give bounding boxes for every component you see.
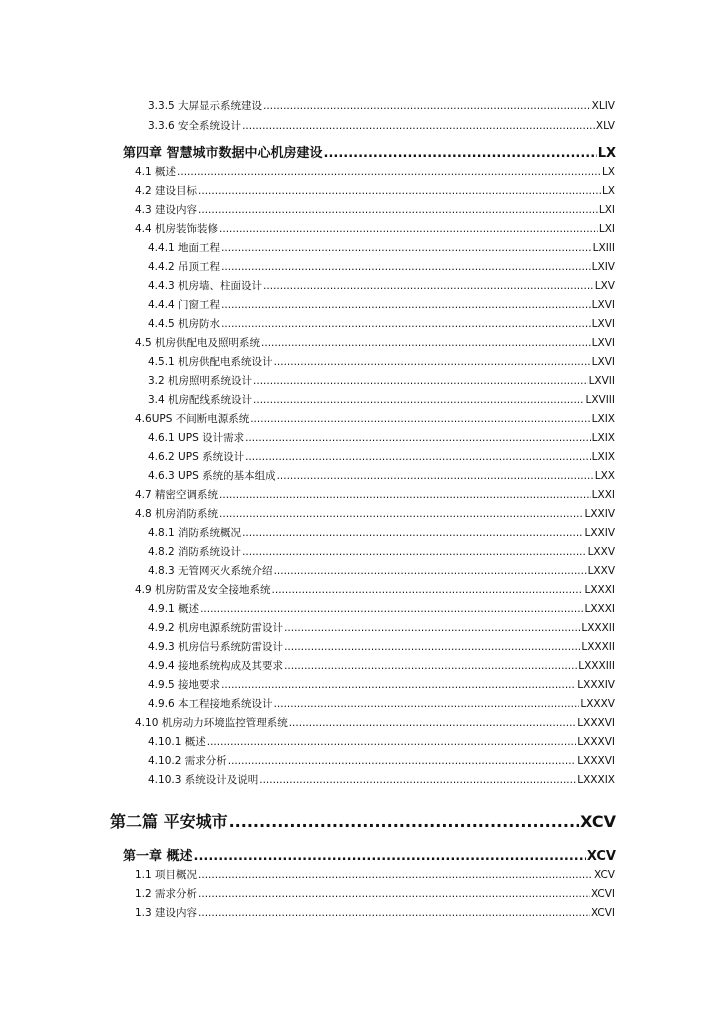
toc-entry-title: 第二篇 平安城市 bbox=[110, 812, 228, 831]
toc-dot-leader bbox=[253, 393, 584, 408]
toc-page-number: LXXXVI bbox=[577, 717, 615, 729]
toc-dot-leader bbox=[221, 678, 576, 693]
toc-entry-title: 4.6.3 UPS 系统的基本组成 bbox=[148, 470, 276, 482]
toc-dot-leader bbox=[259, 773, 576, 788]
toc-entry[interactable] bbox=[148, 450, 615, 465]
toc-entry-title: 4.9.6 本工程接地系统设计 bbox=[148, 698, 273, 710]
toc-dot-leader bbox=[261, 336, 591, 351]
toc-page-number: LXIX bbox=[591, 451, 615, 463]
toc-dot-leader bbox=[198, 887, 590, 902]
toc-entry[interactable] bbox=[123, 145, 616, 163]
toc-entry-title: 1.2 需求分析 bbox=[135, 888, 198, 900]
toc-dot-leader bbox=[177, 165, 601, 180]
toc-entry-title: 4.4.1 地面工程 bbox=[148, 242, 221, 254]
toc-dot-leader bbox=[221, 260, 591, 275]
toc-entry[interactable] bbox=[148, 374, 615, 389]
toc-page-number: LXVI bbox=[591, 356, 615, 368]
toc-dot-leader bbox=[272, 583, 584, 598]
toc-dot-leader bbox=[284, 659, 577, 674]
toc-dot-leader bbox=[263, 99, 591, 114]
toc-page-number: LX bbox=[601, 185, 615, 197]
toc-dot-leader bbox=[242, 526, 583, 541]
toc-entry[interactable] bbox=[135, 906, 615, 921]
toc-page-number: LXXXII bbox=[581, 622, 615, 634]
toc-page-number: LXXV bbox=[587, 546, 615, 558]
toc-page-number: XLIV bbox=[591, 100, 615, 112]
toc-dot-leader bbox=[221, 298, 591, 313]
toc-entry[interactable] bbox=[135, 716, 615, 731]
toc-entry-title: 第一章 概述 bbox=[123, 849, 193, 864]
toc-entry[interactable] bbox=[148, 279, 615, 294]
toc-entry-title: 4.10.1 概述 bbox=[148, 736, 206, 748]
toc-entry[interactable] bbox=[148, 697, 615, 712]
toc-entry[interactable] bbox=[135, 203, 615, 218]
toc-page-number: LXVIII bbox=[585, 394, 615, 406]
toc-entry-title: 4.9.4 接地系统构成及其要求 bbox=[148, 660, 284, 672]
toc-entry[interactable] bbox=[148, 260, 615, 275]
toc-entry-title: 4.8.3 无管网灭火系统介绍 bbox=[148, 565, 273, 577]
toc-dot-leader bbox=[263, 279, 594, 294]
toc-dot-leader bbox=[245, 431, 591, 446]
toc-page-number: LXIX bbox=[591, 413, 615, 425]
toc-page-number: LXXV bbox=[587, 565, 615, 577]
toc-page-number: LXXXII bbox=[581, 641, 615, 653]
toc-page-number: XCV bbox=[594, 869, 615, 881]
toc-entry-title: 4.4.5 机房防水 bbox=[148, 318, 221, 330]
toc-page-number: LXXXIII bbox=[578, 660, 615, 672]
toc-dot-leader bbox=[274, 697, 580, 712]
toc-dot-leader bbox=[277, 469, 594, 484]
toc-entry[interactable] bbox=[148, 241, 615, 256]
toc-entry[interactable] bbox=[148, 754, 615, 769]
toc-entry-title: 1.3 建设内容 bbox=[135, 907, 198, 919]
toc-page-number: LXXXIV bbox=[577, 679, 615, 691]
toc-entry[interactable] bbox=[148, 317, 615, 332]
toc-page-number: XCVI bbox=[590, 907, 615, 919]
toc-entry[interactable] bbox=[135, 507, 615, 522]
toc-page-number: LXVII bbox=[588, 375, 615, 387]
toc-entry[interactable] bbox=[148, 119, 615, 134]
toc-entry[interactable] bbox=[148, 773, 615, 788]
toc-entry-title: 3.2 机房照明系统设计 bbox=[148, 375, 253, 387]
toc-entry-title: 4.10 机房动力环境监控管理系统 bbox=[135, 717, 288, 729]
toc-entry[interactable] bbox=[135, 336, 615, 351]
toc-page-number: LXXXI bbox=[584, 603, 615, 615]
toc-entry-title: 4.8.2 消防系统设计 bbox=[148, 546, 242, 558]
toc-page-number: LX bbox=[601, 166, 615, 178]
toc-dot-leader bbox=[219, 507, 583, 522]
toc-entry-title: 4.10.2 需求分析 bbox=[148, 755, 227, 767]
toc-entry-title: 3.3.5 大屏显示系统建设 bbox=[148, 100, 263, 112]
toc-page-number: LXXXIX bbox=[577, 774, 615, 786]
toc-page-number: XCVI bbox=[590, 888, 615, 900]
toc-page-number: LXIV bbox=[591, 261, 615, 273]
toc-entry[interactable] bbox=[135, 412, 615, 427]
toc-entry-title: 4.9.1 概述 bbox=[148, 603, 200, 615]
toc-entry-title: 4.2 建设目标 bbox=[135, 185, 198, 197]
toc-dot-leader bbox=[198, 868, 593, 883]
toc-entry[interactable] bbox=[148, 393, 615, 408]
toc-entry-title: 4.1 概述 bbox=[135, 166, 177, 178]
toc-page-number: LXXXVI bbox=[577, 736, 615, 748]
toc-entry[interactable] bbox=[148, 659, 615, 674]
toc-entry[interactable] bbox=[148, 678, 615, 693]
toc-entry-title: 4.9.5 接地要求 bbox=[148, 679, 221, 691]
toc-entry-title: 4.4.4 门窗工程 bbox=[148, 299, 221, 311]
toc-page-number: LXIX bbox=[591, 432, 615, 444]
toc-page-number: LXXIV bbox=[584, 527, 615, 539]
toc-page-number: LXVI bbox=[591, 299, 615, 311]
toc-dot-leader bbox=[207, 735, 577, 750]
toc-entry-title: 4.7 精密空调系统 bbox=[135, 489, 219, 501]
toc-entry[interactable] bbox=[135, 583, 615, 598]
toc-page-number: LXV bbox=[594, 280, 615, 292]
toc-entry[interactable] bbox=[148, 298, 615, 313]
toc-dot-leader bbox=[198, 906, 590, 921]
toc-entry-title: 1.1 项目概况 bbox=[135, 869, 198, 881]
toc-entry[interactable] bbox=[148, 431, 615, 446]
toc-page-number: LXI bbox=[598, 204, 615, 216]
toc-page-number: XCV bbox=[586, 849, 616, 864]
toc-page-number: LXVI bbox=[591, 318, 615, 330]
toc-dot-leader bbox=[284, 621, 580, 636]
toc-entry[interactable] bbox=[148, 545, 615, 560]
toc-entry-title: 4.3 建设内容 bbox=[135, 204, 198, 216]
toc-dot-leader bbox=[198, 203, 598, 218]
toc-page-number: LXXXV bbox=[580, 698, 615, 710]
toc-entry-title: 4.6UPS 不间断电源系统 bbox=[135, 413, 250, 425]
toc-entry[interactable] bbox=[148, 355, 615, 370]
toc-entry-title: 4.6.2 UPS 系统设计 bbox=[148, 451, 245, 463]
toc-entry[interactable] bbox=[135, 488, 615, 503]
toc-entry-title: 4.8 机房消防系统 bbox=[135, 508, 219, 520]
toc-entry[interactable] bbox=[135, 184, 615, 199]
toc-entry-title: 4.8.1 消防系统概况 bbox=[148, 527, 242, 539]
toc-entry[interactable] bbox=[148, 564, 615, 579]
toc-dot-leader bbox=[242, 119, 595, 134]
toc-entry-title: 3.3.6 安全系统设计 bbox=[148, 120, 242, 132]
toc-page-number: LXX bbox=[594, 470, 615, 482]
toc-dot-leader bbox=[228, 754, 577, 769]
toc-dot-leader bbox=[221, 241, 592, 256]
toc-dot-leader bbox=[289, 716, 577, 731]
toc-page-number: LXXI bbox=[591, 489, 615, 501]
toc-entry[interactable] bbox=[148, 640, 615, 655]
toc-dot-leader bbox=[274, 355, 591, 370]
toc-entry[interactable] bbox=[148, 99, 615, 114]
toc-entry[interactable] bbox=[148, 469, 615, 484]
toc-page-number: LXXXI bbox=[584, 584, 615, 596]
toc-entry-title: 4.4 机房装饰装修 bbox=[135, 223, 219, 235]
toc-entry[interactable] bbox=[148, 526, 615, 541]
toc-dot-leader bbox=[250, 412, 590, 427]
toc-entry-title: 4.9.2 机房电源系统防雷设计 bbox=[148, 622, 284, 634]
toc-entry[interactable] bbox=[135, 868, 615, 883]
toc-page-number: LXVI bbox=[591, 337, 615, 349]
toc-dot-leader bbox=[253, 374, 588, 389]
toc-entry-title: 4.10.3 系统设计及说明 bbox=[148, 774, 259, 786]
toc-page-number: LX bbox=[597, 146, 616, 161]
toc-page-number: LXXIV bbox=[584, 508, 615, 520]
toc-page-number: XCV bbox=[580, 812, 616, 831]
toc-entry[interactable] bbox=[123, 848, 616, 866]
toc-entry-title: 4.5 机房供配电及照明系统 bbox=[135, 337, 261, 349]
toc-dot-leader bbox=[245, 450, 591, 465]
toc-entry-title: 4.9.3 机房信号系统防雷设计 bbox=[148, 641, 284, 653]
toc-page-number: LXXXVI bbox=[577, 755, 615, 767]
toc-entry-title: 4.4.3 机房墙、柱面设计 bbox=[148, 280, 263, 292]
toc-dot-leader bbox=[229, 811, 580, 833]
toc-entry-title: 3.4 机房配线系统设计 bbox=[148, 394, 253, 406]
toc-entry[interactable] bbox=[135, 165, 615, 180]
toc-dot-leader bbox=[274, 564, 587, 579]
toc-dot-leader bbox=[284, 640, 580, 655]
toc-entry-title: 4.9 机房防雷及安全接地系统 bbox=[135, 584, 271, 596]
toc-entry[interactable] bbox=[148, 602, 615, 617]
toc-page-number: XLV bbox=[595, 120, 615, 132]
toc-page-number: LXI bbox=[598, 223, 615, 235]
toc-dot-leader bbox=[324, 145, 597, 163]
toc-entry-title: 第四章 智慧城市数据中心机房建设 bbox=[123, 146, 323, 161]
toc-entry-title: 4.5.1 机房供配电系统设计 bbox=[148, 356, 273, 368]
toc-dot-leader bbox=[219, 488, 591, 503]
toc-entry-title: 4.4.2 吊顶工程 bbox=[148, 261, 221, 273]
toc-entry[interactable] bbox=[135, 887, 615, 902]
toc-dot-leader bbox=[200, 602, 583, 617]
toc-entry[interactable] bbox=[148, 621, 615, 636]
toc-entry[interactable] bbox=[110, 811, 616, 833]
toc-entry[interactable] bbox=[148, 735, 615, 750]
toc-dot-leader bbox=[198, 184, 601, 199]
toc-dot-leader bbox=[242, 545, 587, 560]
toc-entry-title: 4.6.1 UPS 设计需求 bbox=[148, 432, 245, 444]
toc-dot-leader bbox=[219, 222, 598, 237]
toc-page-number: LXIII bbox=[592, 242, 615, 254]
toc-entry[interactable] bbox=[135, 222, 615, 237]
toc-dot-leader bbox=[194, 848, 586, 866]
toc-dot-leader bbox=[221, 317, 591, 332]
